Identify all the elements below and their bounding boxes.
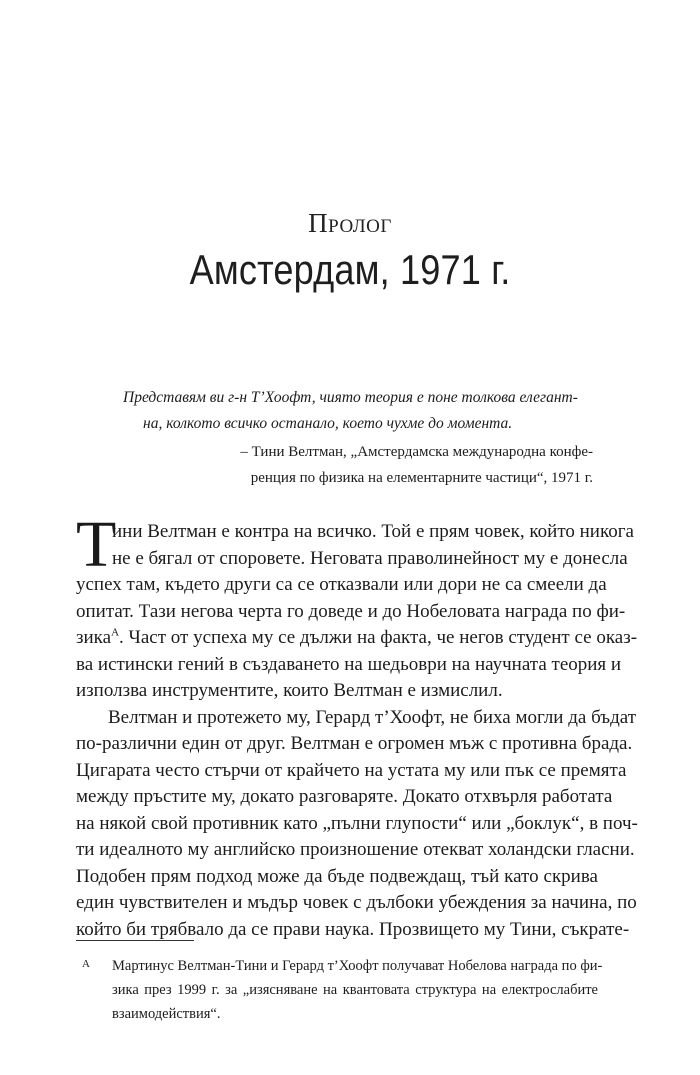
text-line: по-различни един от друг. Велтман е огромен мъж с противна брада.	[76, 733, 633, 754]
paragraph	[76, 508, 638, 705]
text-line: на някой свой противник като „пълни глупости“ или „боклук“, в поч-	[76, 812, 638, 834]
epigraph-attribution	[123, 439, 593, 491]
paragraph	[76, 705, 638, 944]
chapter-title: Амстердам, 1971 г.	[189, 246, 511, 293]
text-line: ва истински гений в създаването на шедьоври на научната теория и	[76, 653, 622, 675]
footnote-reference[interactable]: А	[111, 626, 120, 639]
text-line: ини Велтман е контра на всичко. Той е прям човек, който никога	[112, 521, 634, 542]
text-fragment: зика	[76, 627, 112, 648]
footnote	[82, 954, 603, 1026]
text-line: ти идеалното му английско произношение отекват холандски гласни.	[76, 839, 635, 860]
epigraph-quote-line: Представям ви г-н Т’Хоофт, чиято теория е поне толкова елегант-	[123, 389, 578, 406]
text-line: успех там, където други са се отказвали или дори не са смеели да	[76, 574, 607, 595]
text-fragment: Част от успеха му се дължи на факта, че негов студент се оказ-	[128, 627, 638, 648]
text-line: който би трябвало да се прави наука. Прозвището му Тини, съкрате-	[76, 918, 630, 940]
body-text	[76, 508, 638, 943]
epigraph-quote-line: на, колкото всичко останало, което чухме до момента.	[143, 415, 513, 432]
text-line: Подобен прям подход може да бъде подвеждащ, тъй като скрива	[76, 865, 598, 887]
epigraph-attribution-line: ренция по физика на елементарните частици“, 1971 г.	[250, 470, 593, 486]
text-line: един чувствителен и мъдър човек с дълбоки убеждения за начина, по	[76, 892, 637, 913]
footnote-line: зика през 1999 г. за „изясняване на квантовата структура на електрослабите	[112, 982, 598, 998]
text-line: използва инструментите, които Велтман е измислил.	[76, 680, 503, 701]
drop-cap: Т	[76, 508, 117, 581]
footnote-divider	[76, 940, 194, 941]
text-line: не е бягал от споровете. Неговата праволинейност му е донесла	[112, 547, 628, 569]
footnote-marker: А	[82, 958, 90, 970]
footnote-line: Мартинус Велтман-Тини и Герард т’Хоофт получават Нобелова награда по фи-	[112, 958, 603, 974]
epigraph	[123, 385, 593, 491]
epigraph-attribution-line: – Тини Велтман, „Амстердамска международна конфе-	[240, 444, 593, 460]
chapter-label: Пролог	[308, 208, 392, 238]
text-line: зика$^А$. Част от успеха му се дължи на факта, че негов студент се оказ-	[76, 626, 638, 648]
text-line: опитат. Тази негова черта го доведе и до Нобеловата награда по фи-	[76, 600, 626, 622]
text-line: Велтман и протежето му, Герард т’Хоофт, не биха могли да бъдат	[108, 706, 637, 728]
text-line: Цигарата често стърчи от крайчето на устата му или пък се премята	[76, 759, 627, 781]
text-line: между пръстите му, докато разговаряте. Докато отхвърля работата	[76, 786, 613, 807]
epigraph-quote	[123, 385, 593, 437]
footnote-line: взаимодействия“.	[112, 1006, 221, 1022]
